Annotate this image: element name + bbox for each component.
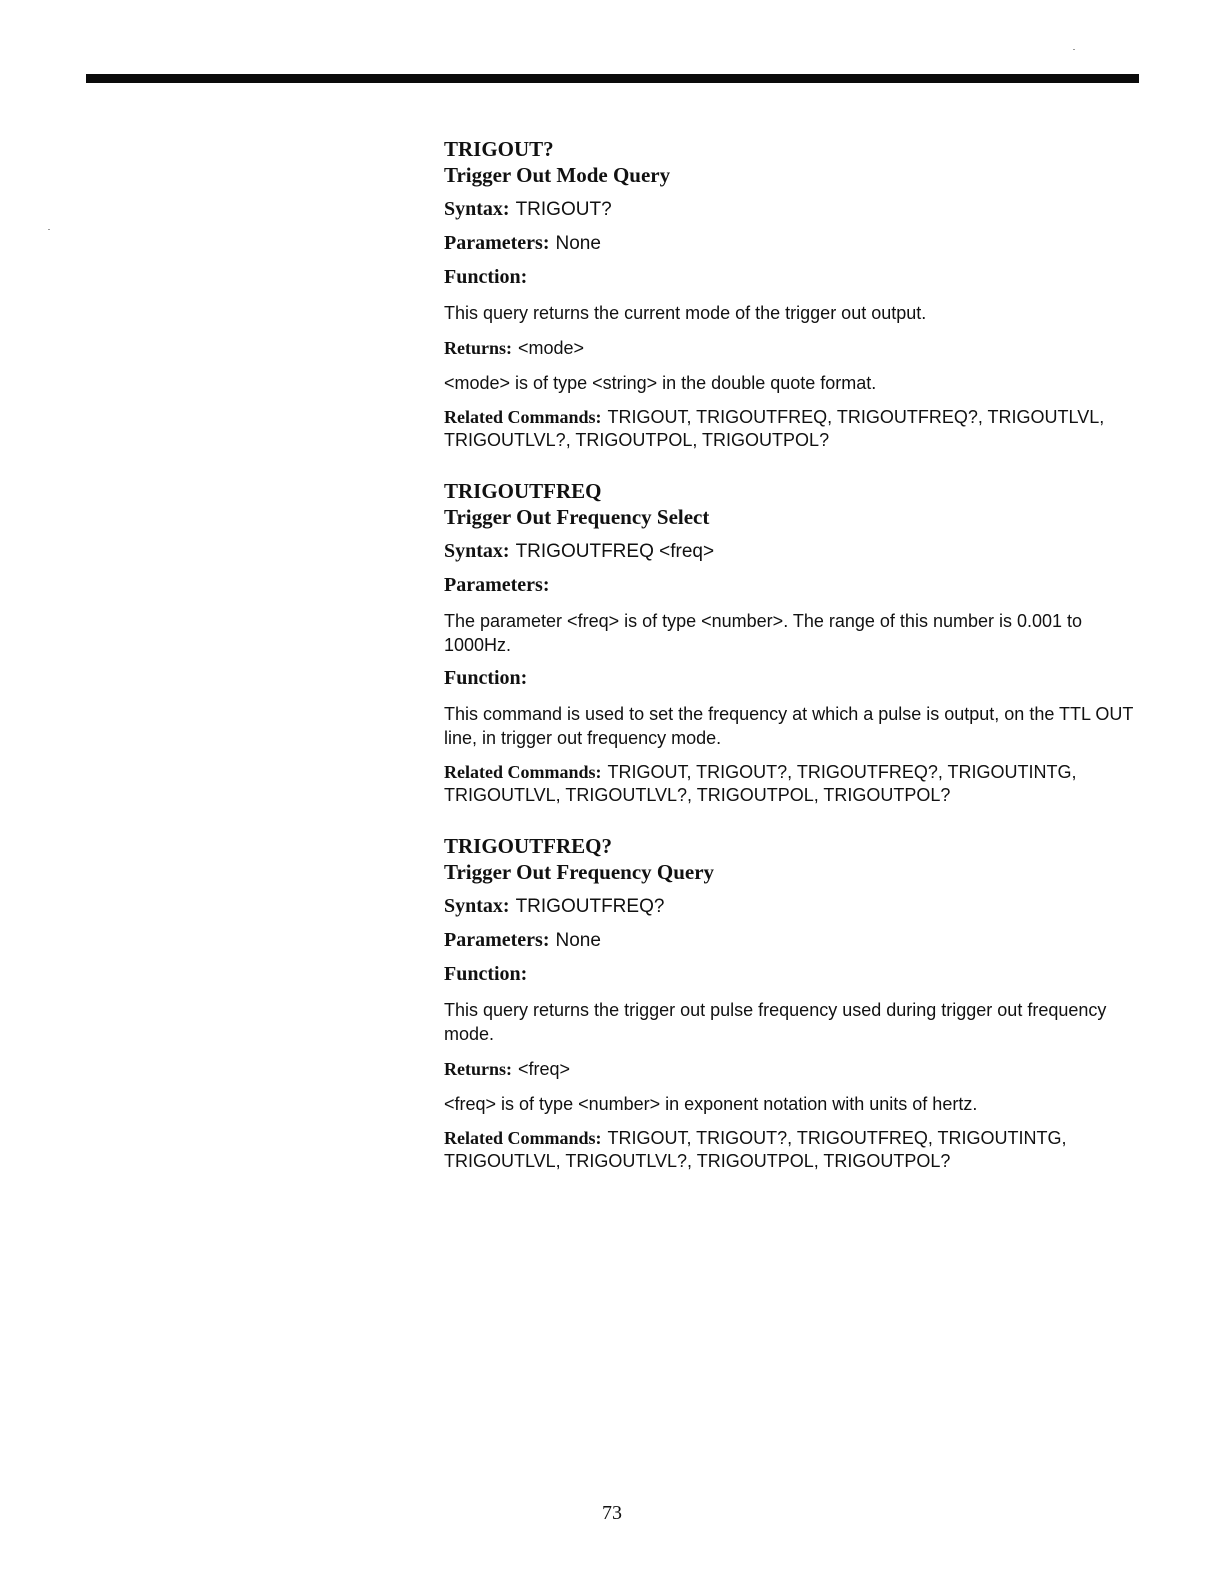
command-reference (444, 136, 1134, 1199)
parameters-label: Parameters: (444, 929, 550, 951)
related-list: TRIGOUT, TRIGOUTFREQ, TRIGOUTFREQ?, TRIGOUTLVL, TRIGOUTLVL?, TRIGOUTPOL, TRIGOUTPOL? (444, 407, 1105, 450)
function-heading (444, 265, 1134, 290)
syntax-line (444, 894, 1134, 919)
related-list: TRIGOUT, TRIGOUT?, TRIGOUTFREQ?, TRIGOUTINTG, TRIGOUTLVL, TRIGOUTLVL?, TRIGOUTPOL, TRIGOUTPOL? (444, 762, 1077, 805)
syntax-line (444, 197, 1134, 222)
returns-description: <mode> is of type <string> in the double quote format. (444, 373, 877, 393)
syntax-label: Syntax: (444, 895, 510, 917)
syntax-label: Syntax: (444, 540, 510, 562)
command-name: TRIGOUT? (444, 137, 554, 161)
command-entry-trigoutfreq-query (444, 833, 1134, 1173)
function-label: Function: (444, 963, 528, 985)
returns-label: Returns: (444, 1059, 512, 1079)
related-label: Related Commands: (444, 1128, 602, 1148)
command-title: Trigger Out Frequency Query (444, 860, 715, 884)
function-label: Function: (444, 667, 528, 689)
related-commands (444, 406, 1134, 452)
parameters-value: None (555, 233, 601, 254)
command-entry-trigoutfreq (444, 478, 1134, 807)
returns-description: <freq> is of type <number> in exponent notation with units of hertz. (444, 1094, 978, 1114)
returns-label: Returns: (444, 338, 512, 358)
returns-line (444, 336, 1134, 360)
function-heading (444, 666, 1134, 691)
returns-line (444, 1057, 1134, 1081)
function-label: Function: (444, 266, 528, 288)
parameters-line (444, 928, 1134, 953)
scan-speck (1073, 49, 1075, 50)
command-entry-trigout-query (444, 136, 1134, 452)
syntax-value: TRIGOUTFREQ? (515, 896, 665, 917)
function-description: This query returns the current mode of the trigger out output. (444, 303, 927, 323)
parameters-line (444, 231, 1134, 256)
syntax-value: TRIGOUT? (515, 199, 612, 220)
parameters-label: Parameters: (444, 574, 550, 596)
command-name: TRIGOUTFREQ (444, 479, 602, 503)
parameters-heading (444, 573, 1134, 598)
returns-value: <freq> (518, 1059, 571, 1079)
command-title: Trigger Out Frequency Select (444, 505, 710, 529)
related-commands (444, 1127, 1134, 1173)
header-rule (86, 74, 1139, 83)
page-number: 73 (602, 1502, 622, 1524)
syntax-line (444, 539, 1134, 564)
syntax-value: TRIGOUTFREQ <freq> (515, 541, 715, 562)
function-heading (444, 962, 1134, 987)
function-description: This command is used to set the frequency at which a pulse is output, on the TTL OUT line, in trigger out frequency mode. (444, 704, 1134, 748)
related-list: TRIGOUT, TRIGOUT?, TRIGOUTFREQ, TRIGOUTINTG, TRIGOUTLVL, TRIGOUTLVL?, TRIGOUTPOL, TRIGOUTPOL? (444, 1128, 1067, 1171)
returns-value: <mode> (518, 338, 585, 358)
parameters-label: Parameters: (444, 232, 550, 254)
related-commands (444, 761, 1134, 807)
parameters-value: None (555, 930, 601, 951)
parameters-description: The parameter <freq> is of type <number>. The range of this number is 0.001 to 1000Hz. (444, 611, 1083, 655)
related-label: Related Commands: (444, 762, 602, 782)
command-title: Trigger Out Mode Query (444, 163, 671, 187)
scan-speck (48, 229, 50, 230)
related-label: Related Commands: (444, 407, 602, 427)
function-description: This query returns the trigger out pulse frequency used during trigger out frequency mode. (444, 1000, 1107, 1044)
command-name: TRIGOUTFREQ? (444, 834, 613, 858)
syntax-label: Syntax: (444, 198, 510, 220)
